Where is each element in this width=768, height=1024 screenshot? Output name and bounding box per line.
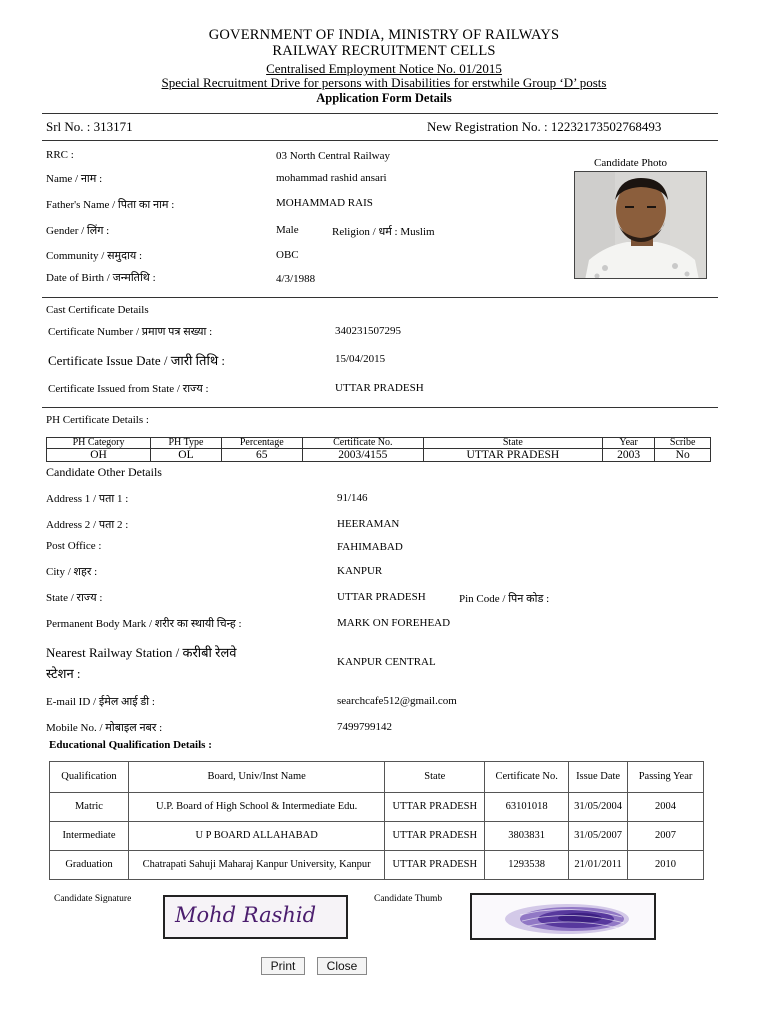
srl-no-value: 313171 <box>93 119 133 134</box>
education-cell: 2004 <box>628 793 704 822</box>
ph-header-cell: Percentage <box>221 438 302 449</box>
divider <box>42 113 718 114</box>
ph-header-cell: PH Type <box>151 438 222 449</box>
other-details-title: Candidate Other Details <box>46 465 162 479</box>
education-cell: Matric <box>50 793 129 822</box>
notice-title: Centralised Employment Notice No. 01/2015 <box>266 61 502 76</box>
address1-label: Address 1 / पता 1 : <box>46 493 129 505</box>
certificate-state-value: UTTAR PRADESH <box>335 382 424 394</box>
rrc-value: 03 North Central Railway <box>276 150 390 162</box>
table-row <box>50 822 704 851</box>
gender-value: Male <box>276 224 299 236</box>
ph-header-cell: Scribe <box>655 438 711 449</box>
education-cell: 2010 <box>628 851 704 880</box>
education-cell: UTTAR PRADESH <box>385 793 485 822</box>
nearest-station-label-cont: स्टेशन : <box>46 666 81 681</box>
education-cell: UTTAR PRADESH <box>385 822 485 851</box>
close-button[interactable]: Close <box>317 957 367 975</box>
education-header-row <box>50 762 704 793</box>
ph-table-row <box>47 449 711 462</box>
ph-value-cell: 2003 <box>602 449 655 462</box>
ph-certificate-table <box>46 437 711 462</box>
ph-value-cell: OL <box>151 449 222 462</box>
education-title: Educational Qualification Details : <box>49 739 212 751</box>
signature-text: Mohd Rashid <box>175 903 317 927</box>
religion-label: Religion / धर्म : <box>332 226 398 238</box>
name-label: Name / नाम : <box>46 173 103 185</box>
table-row <box>50 793 704 822</box>
thumbprint-image <box>472 895 656 940</box>
ph-header-cell: Year <box>602 438 655 449</box>
ph-value-cell: 65 <box>221 449 302 462</box>
body-mark-value: MARK ON FOREHEAD <box>337 617 451 629</box>
ph-header-cell: PH Category <box>47 438 151 449</box>
ph-value-cell: No <box>655 449 711 462</box>
post-office-value: FAHIMABAD <box>337 541 403 553</box>
education-cell: 1293538 <box>485 851 569 880</box>
education-cell: 2007 <box>628 822 704 851</box>
srl-no <box>46 119 133 135</box>
education-cell: U.P. Board of High School & Intermediate Edu. <box>128 793 384 822</box>
community-value: OBC <box>276 249 299 261</box>
header-line2: RAILWAY RECRUITMENT CELLS <box>272 43 496 59</box>
education-cell: Intermediate <box>50 822 129 851</box>
gender-label: Gender / लिंग : <box>46 225 110 237</box>
religion <box>332 224 435 239</box>
education-cell: 31/05/2004 <box>569 793 628 822</box>
candidate-thumb <box>470 893 656 940</box>
ph-value-cell: OH <box>47 449 151 462</box>
signature-label: Candidate Signature <box>54 894 132 904</box>
ph-header-cell: State <box>423 438 602 449</box>
candidate-photo-image <box>575 172 707 279</box>
education-cell: U P BOARD ALLAHABAD <box>128 822 384 851</box>
city-value: KANPUR <box>337 565 383 577</box>
education-header-cell: Certificate No. <box>485 762 569 793</box>
city-label: City / शहर : <box>46 566 98 578</box>
candidate-signature <box>163 895 348 939</box>
rrc-label: RRC : <box>46 149 74 161</box>
new-registration-no <box>427 119 661 135</box>
mobile-label: Mobile No. / मोबाइल नबर : <box>46 722 163 734</box>
cast-certificate-title: Cast Certificate Details <box>46 304 149 316</box>
new-registration-value: 12232173502768493 <box>550 119 662 134</box>
srl-no-label: Srl No. : <box>46 119 91 134</box>
education-cell: UTTAR PRADESH <box>385 851 485 880</box>
nearest-station-label: Nearest Railway Station / करीबी रेलवे <box>46 645 237 660</box>
dob-label: Date of Birth / जन्मतिथि : <box>46 272 156 284</box>
thumb-label: Candidate Thumb <box>374 894 443 904</box>
name-value: mohammad rashid ansari <box>276 172 387 184</box>
certificate-state-label: Certificate Issued from State / राज्य : <box>48 383 209 395</box>
divider <box>42 297 718 298</box>
education-header-cell: Qualification <box>50 762 129 793</box>
divider <box>42 140 718 141</box>
education-cell: Chatrapati Sahuji Maharaj Kanpur University, Kanpur <box>128 851 384 880</box>
address2-value: HEERAMAN <box>337 518 400 530</box>
email-value: searchcafe512@gmail.com <box>337 695 457 707</box>
education-cell: 63101018 <box>485 793 569 822</box>
post-office-label: Post Office : <box>46 540 102 552</box>
education-header-cell: Issue Date <box>569 762 628 793</box>
print-button[interactable]: Print <box>261 957 305 975</box>
email-label: E-mail ID / ईमेल आई डी : <box>46 696 155 708</box>
certificate-number-value: 340231507295 <box>335 325 401 337</box>
education-cell: Graduation <box>50 851 129 880</box>
education-cell: 31/05/2007 <box>569 822 628 851</box>
address2-label: Address 2 / पता 2 : <box>46 519 129 531</box>
address1-value: 91/146 <box>337 492 368 504</box>
header-line1: GOVERNMENT OF INDIA, MINISTRY OF RAILWAYS <box>208 27 560 43</box>
education-header-cell: State <box>385 762 485 793</box>
candidate-photo <box>574 171 707 279</box>
table-row <box>50 851 704 880</box>
ph-table-header-row <box>47 438 711 449</box>
community-label: Community / समुदाय : <box>46 250 143 262</box>
education-cell: 21/01/2011 <box>569 851 628 880</box>
state-value: UTTAR PRADESH <box>337 591 426 603</box>
education-header-cell: Passing Year <box>628 762 704 793</box>
candidate-photo-label: Candidate Photo <box>594 157 668 169</box>
dob-value: 4/3/1988 <box>276 273 316 285</box>
state-label: State / राज्य : <box>46 592 103 604</box>
religion-value: Muslim <box>400 226 435 238</box>
father-name-value: MOHAMMAD RAIS <box>276 197 373 209</box>
pin-code-label: Pin Code / पिन कोड : <box>459 593 550 605</box>
body-mark-label: Permanent Body Mark / शरीर का स्थायी चिन्ह : <box>46 618 242 630</box>
education-header-cell: Board, Univ/Inst Name <box>128 762 384 793</box>
father-name-label: Father's Name / पिता का नाम : <box>46 199 175 211</box>
ph-value-cell: UTTAR PRADESH <box>423 449 602 462</box>
education-cell: 3803831 <box>485 822 569 851</box>
nearest-station-value: KANPUR CENTRAL <box>337 656 436 668</box>
mobile-value: 7499799142 <box>337 721 392 733</box>
drive-title: Special Recruitment Drive for persons with Disabilities for erstwhile Group ‘D’ posts <box>161 75 607 90</box>
ph-value-cell: 2003/4155 <box>302 449 423 462</box>
certificate-number-label: Certificate Number / प्रमाण पत्र सख्या : <box>48 326 213 338</box>
ph-certificate-title: PH Certificate Details : <box>46 414 149 426</box>
divider <box>42 407 718 408</box>
new-registration-label: New Registration No. : <box>427 119 548 134</box>
ph-header-cell: Certificate No. <box>302 438 423 449</box>
certificate-issue-date-label: Certificate Issue Date / जारी तिथि : <box>48 353 225 368</box>
form-title: Application Form Details <box>316 91 452 105</box>
education-table <box>49 761 704 880</box>
certificate-issue-date-value: 15/04/2015 <box>335 353 386 365</box>
